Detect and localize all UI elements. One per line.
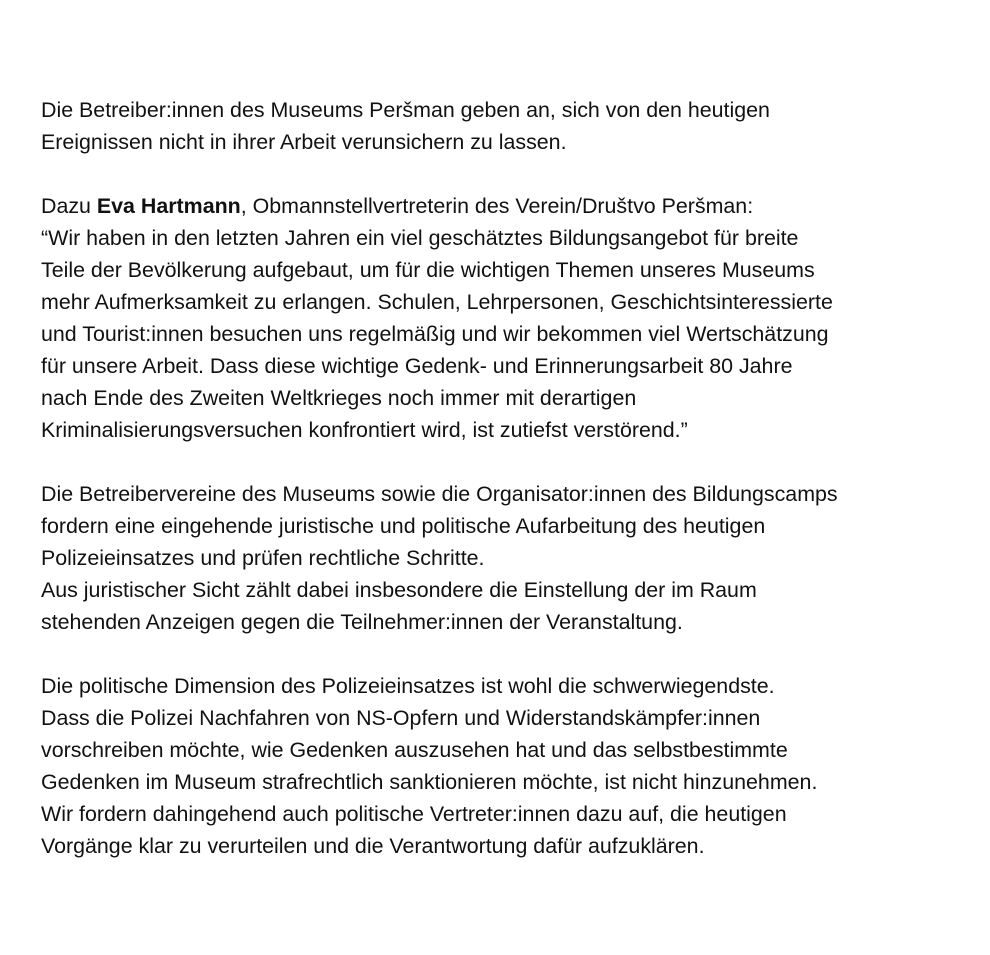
attribution-prefix: Dazu	[41, 194, 97, 218]
text-line: Kriminalisierungsversuchen konfrontiert wird, ist zutiefst verstörend.”	[41, 418, 688, 442]
text-line: Teile der Bevölkerung aufgebaut, um für die wichtigen Themen unseres Museums	[41, 258, 815, 282]
paragraph-political	[41, 670, 971, 862]
attribution-suffix: , Obmannstellvertreterin des Verein/Društvo Peršman:	[240, 194, 754, 218]
text-line: “Wir haben in den letzten Jahren ein viel geschätztes Bildungsangebot für breite	[41, 226, 799, 250]
text-line: Polizeieinsatzes und prüfen rechtliche Schritte.	[41, 546, 485, 570]
speaker-name: Eva Hartmann	[96, 194, 241, 218]
text-line: Ereignissen nicht in ihrer Arbeit verunsichern zu lassen.	[41, 130, 567, 154]
text-line: und Tourist:innen besuchen uns regelmäßig und wir bekommen viel Wertschätzung	[41, 322, 829, 346]
text-line: Wir fordern dahingehend auch politische Vertreter:innen dazu auf, die heutigen	[41, 802, 787, 826]
paragraph-legal	[41, 478, 971, 638]
text-line: mehr Aufmerksamkeit zu erlangen. Schulen, Lehrpersonen, Geschichtsinteressierte	[41, 290, 833, 314]
text-line: Aus juristischer Sicht zählt dabei insbesondere die Einstellung der im Raum	[41, 578, 757, 602]
text-line: Vorgänge klar zu verurteilen und die Verantwortung dafür aufzuklären.	[41, 834, 705, 858]
text-line: Die politische Dimension des Polizeieinsatzes ist wohl die schwerwiegendste.	[41, 674, 775, 698]
text-line: Die Betreiber:innen des Museums Peršman geben an, sich von den heutigen	[41, 98, 770, 122]
text-line: nach Ende des Zweiten Weltkrieges noch immer mit derartigen	[41, 386, 637, 410]
text-line: für unsere Arbeit. Dass diese wichtige Gedenk- und Erinnerungsarbeit 80 Jahre	[41, 354, 793, 378]
text-line: Die Betreibervereine des Museums sowie die Organisator:innen des Bildungscamps	[41, 482, 838, 506]
paragraph-intro	[41, 94, 971, 158]
text-line: Dass die Polizei Nachfahren von NS-Opfern und Widerstandskämpfer:innen	[41, 706, 761, 730]
text-line: vorschreiben möchte, wie Gedenken auszusehen hat und das selbstbestimmte	[41, 738, 788, 762]
document-body	[41, 94, 971, 894]
text-line: stehenden Anzeigen gegen die Teilnehmer:innen der Veranstaltung.	[41, 610, 683, 634]
text-line: fordern eine eingehende juristische und politische Aufarbeitung des heutigen	[41, 514, 766, 538]
text-line: Gedenken im Museum strafrechtlich sanktionieren möchte, ist nicht hinzunehmen.	[41, 770, 818, 794]
paragraph-quote	[41, 190, 971, 446]
quote-attribution	[41, 190, 971, 222]
